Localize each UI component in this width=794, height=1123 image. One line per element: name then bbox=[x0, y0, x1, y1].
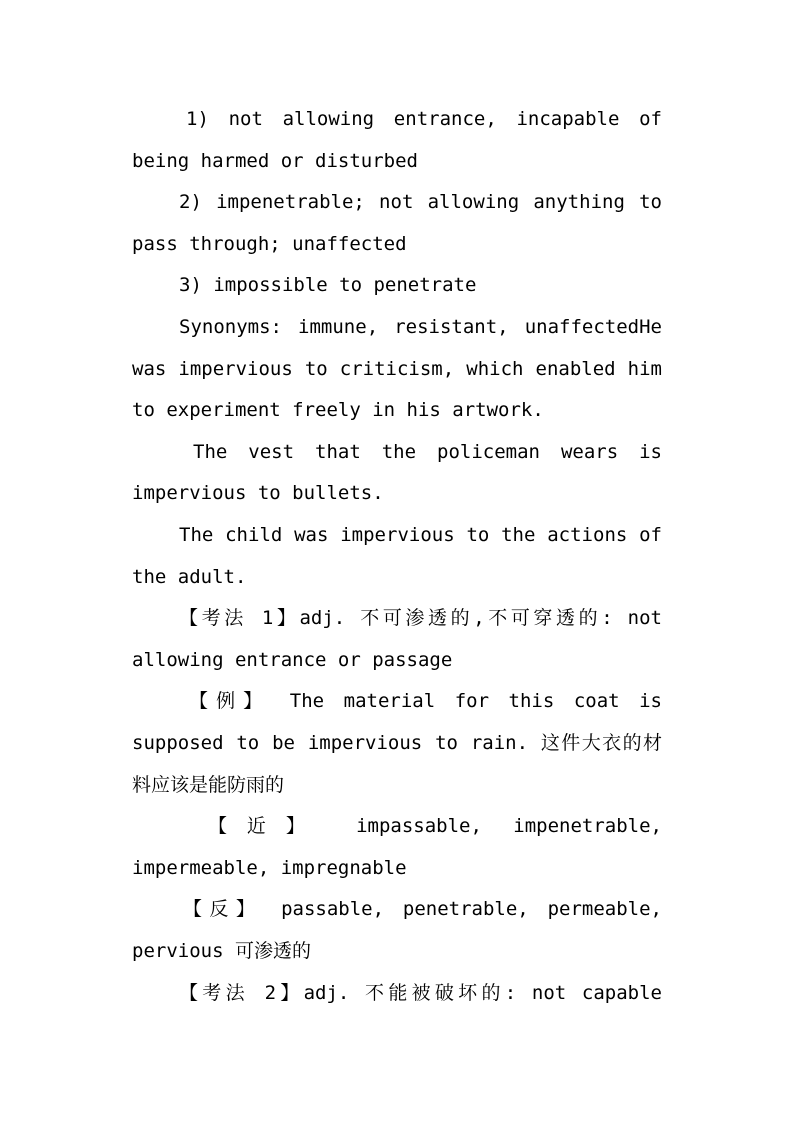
text-line-9: The vest that the policeman wears is bbox=[193, 441, 662, 463]
text-line-3: 2) impenetrable; not allowing anything to bbox=[179, 191, 662, 213]
text-line-2: being harmed or disturbed bbox=[132, 150, 418, 172]
text-line-10: impervious to bullets. bbox=[132, 482, 384, 504]
text-line-8: to experiment freely in his artwork. bbox=[132, 399, 544, 421]
text-line-13: 【考法 1】adj. 不可渗透的,不可穿透的: not bbox=[179, 607, 662, 629]
text-line-7: was impervious to criticism, which enabled him bbox=[132, 358, 662, 380]
text-line-20: 【反】 passable, penetrable, permeable, bbox=[183, 898, 662, 920]
text-line-6: Synonyms: immune, resistant, unaffectedHe bbox=[179, 316, 662, 338]
text-line-11: The child was impervious to the actions of bbox=[179, 524, 662, 546]
text-line-22: 【考法 2】adj. 不能被破坏的: not capable bbox=[179, 982, 662, 1004]
text-line-21: pervious 可渗透的 bbox=[132, 940, 311, 962]
text-line-5: 3) impossible to penetrate bbox=[179, 274, 477, 296]
text-line-14: allowing entrance or passage bbox=[132, 649, 453, 671]
text-line-18: 【近】 impassable, impenetrable, bbox=[208, 815, 662, 837]
text-line-19: impermeable, impregnable bbox=[132, 857, 407, 879]
text-line-4: pass through; unaffected bbox=[132, 233, 407, 255]
text-line-12: the adult. bbox=[132, 566, 247, 588]
text-line-17: 料应该是能防雨的 bbox=[132, 774, 285, 796]
text-line-16: supposed to be impervious to rain. 这件大衣的材 bbox=[132, 732, 662, 754]
text-line-1: 1) not allowing entrance, incapable of bbox=[186, 108, 662, 130]
text-line-15: 【例】 The material for this coat is bbox=[189, 690, 662, 712]
